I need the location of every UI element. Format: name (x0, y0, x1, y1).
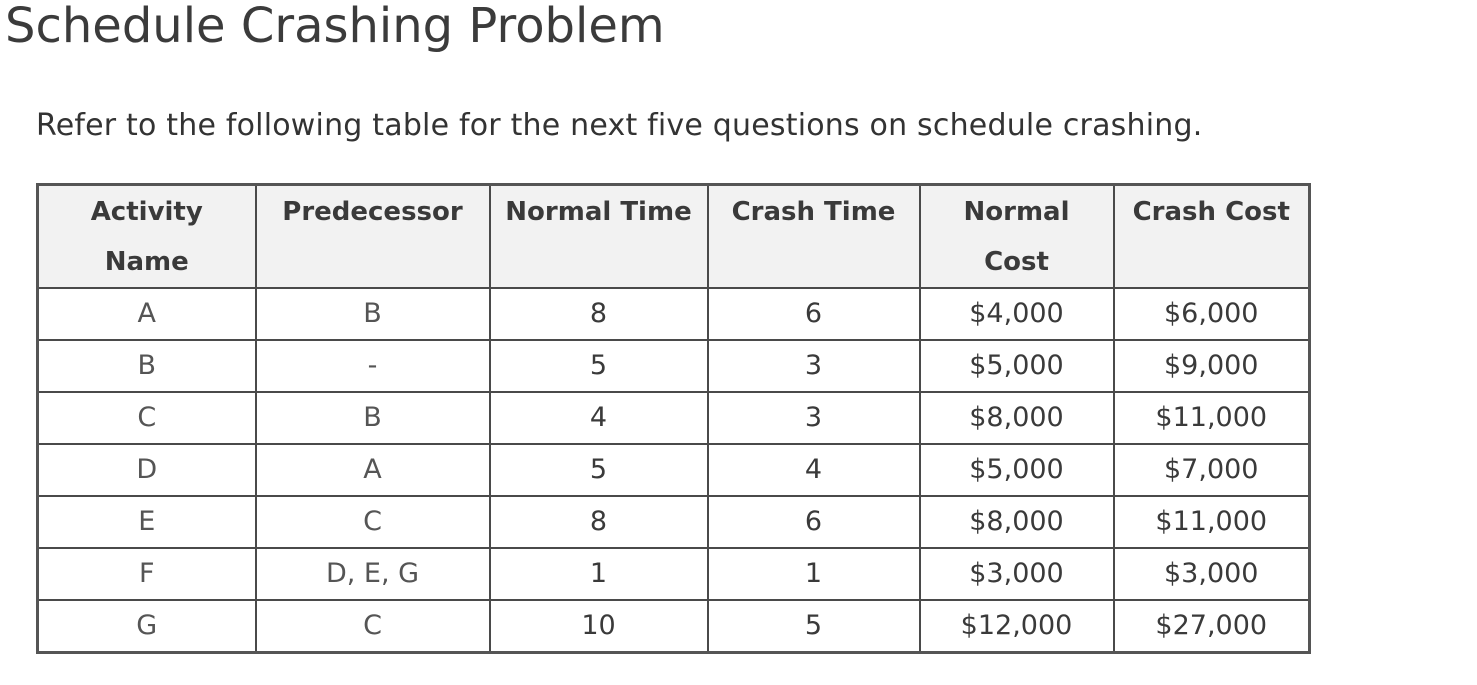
cell-predecessor: C (256, 600, 490, 653)
header-crash-cost (1114, 185, 1310, 289)
header-text: Normal Time (505, 197, 692, 227)
cell-crash-time: 6 (708, 288, 920, 340)
header-text: Cost (984, 247, 1049, 277)
cell-activity: F (38, 548, 256, 600)
header-crash-time (708, 185, 920, 289)
cell-crash-time: 5 (708, 600, 920, 653)
header-text: Name (104, 247, 189, 277)
header-text: Crash Cost (1132, 197, 1290, 227)
cell-crash-cost: $9,000 (1114, 340, 1310, 392)
cell-activity: D (38, 444, 256, 496)
cell-crash-cost: $3,000 (1114, 548, 1310, 600)
cell-normal-cost: $8,000 (920, 496, 1114, 548)
cell-normal-time: 5 (490, 444, 708, 496)
cell-crash-time: 4 (708, 444, 920, 496)
cell-normal-cost: $3,000 (920, 548, 1114, 600)
cell-predecessor: C (256, 496, 490, 548)
header-activity-name (38, 185, 256, 289)
header-text: Crash Time (731, 197, 896, 227)
cell-normal-cost: $5,000 (920, 444, 1114, 496)
page-title: Schedule Crashing Problem (5, 0, 665, 54)
cell-predecessor: D, E, G (256, 548, 490, 600)
intro-text: Refer to the following table for the next five questions on schedule crashing. (36, 108, 1203, 143)
table-row (38, 444, 1310, 496)
header-normal-time (490, 185, 708, 289)
cell-crash-cost: $7,000 (1114, 444, 1310, 496)
cell-normal-time: 10 (490, 600, 708, 653)
table-header-row (38, 185, 1310, 289)
header-text: Normal (963, 197, 1070, 227)
cell-predecessor: - (256, 340, 490, 392)
cell-activity: A (38, 288, 256, 340)
cell-predecessor: A (256, 444, 490, 496)
cell-predecessor: B (256, 392, 490, 444)
cell-crash-cost: $6,000 (1114, 288, 1310, 340)
cell-predecessor: B (256, 288, 490, 340)
cell-normal-time: 4 (490, 392, 708, 444)
cell-normal-time: 8 (490, 496, 708, 548)
cell-activity: C (38, 392, 256, 444)
cell-activity: B (38, 340, 256, 392)
header-normal-cost (920, 185, 1114, 289)
cell-crash-cost: $11,000 (1114, 496, 1310, 548)
header-text: Activity (90, 197, 203, 227)
cell-normal-time: 8 (490, 288, 708, 340)
header-predecessor (256, 185, 490, 289)
header-text: Predecessor (282, 197, 463, 227)
table-row (38, 600, 1310, 653)
table-row (38, 288, 1310, 340)
cell-normal-time: 1 (490, 548, 708, 600)
cell-crash-time: 3 (708, 340, 920, 392)
cell-crash-time: 3 (708, 392, 920, 444)
cell-normal-cost: $5,000 (920, 340, 1114, 392)
cell-normal-time: 5 (490, 340, 708, 392)
crashing-table (36, 183, 1311, 654)
cell-normal-cost: $8,000 (920, 392, 1114, 444)
table-row (38, 340, 1310, 392)
cell-activity: E (38, 496, 256, 548)
table-row (38, 496, 1310, 548)
cell-activity: G (38, 600, 256, 653)
table-row (38, 548, 1310, 600)
cell-normal-cost: $12,000 (920, 600, 1114, 653)
cell-crash-time: 6 (708, 496, 920, 548)
table-row (38, 392, 1310, 444)
cell-normal-cost: $4,000 (920, 288, 1114, 340)
cell-crash-time: 1 (708, 548, 920, 600)
cell-crash-cost: $11,000 (1114, 392, 1310, 444)
cell-crash-cost: $27,000 (1114, 600, 1310, 653)
